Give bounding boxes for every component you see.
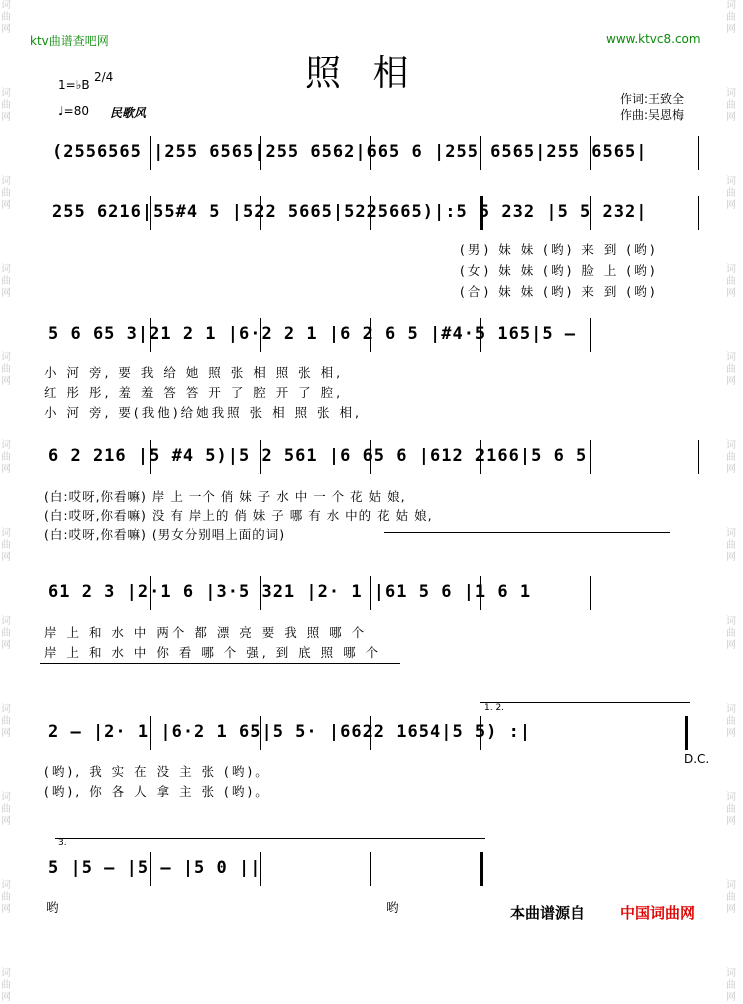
intro-lyric-female: (女) 妹 妹 (哟) 脸 上 (哟) (460, 263, 658, 278)
verse-lyric-2-line-4: (白:哎呀,你看嘛) 没 有 岸上的 俏 妹 子 哪 有 水 中的 花 姑 娘, (44, 508, 433, 523)
lyricist-credit: 作词:王致全 (620, 92, 685, 106)
staff-line-5 (40, 576, 700, 610)
composer-credit: 作曲:吴恩梅 (620, 108, 685, 122)
volta-bracket-1-2: 1. 2. (484, 703, 505, 713)
staff-line-4 (40, 440, 700, 474)
intro-lyric-male: (男) 妹 妹 (哟) 来 到 (哟) (460, 242, 658, 257)
notation-line-7: 5 |5 – |5 – |5 0 || (48, 858, 262, 878)
verse-lyric-2-line-6: (哟), 你 各 人 拿 主 张 (哟)。 (44, 784, 271, 799)
staff-line-6 (40, 716, 700, 750)
final-lyric-1: 哟 (46, 900, 62, 915)
final-lyric-2: 哟 (386, 900, 402, 915)
lyric-rule-line-5 (40, 663, 400, 664)
verse-lyric-2-line-3: 红 彤 彤, 羞 羞 答 答 开 了 腔 开 了 腔, (44, 385, 344, 400)
key-signature: 1=♭B (58, 78, 90, 92)
verse-lyric-1-line-3: 小 河 旁, 要 我 给 她 照 张 相 照 张 相, (44, 365, 344, 380)
volta-3-rule (55, 838, 485, 839)
staff-line-1 (40, 136, 700, 170)
site-name-left[interactable]: ktv曲谱查吧网 (30, 34, 109, 48)
verse-lyric-1-line-6: (哟), 我 实 在 没 主 张 (哟)。 (44, 764, 271, 779)
volta-bracket-3: 3. (58, 838, 67, 848)
site-name-right[interactable]: www.ktvc8.com (606, 32, 701, 46)
intro-lyric-both: (合) 妹 妹 (哟) 来 到 (哟) (460, 284, 658, 299)
verse-lyric-3-line-3: 小 河 旁, 要(我他)给她我照 张 相 照 张 相, (44, 405, 362, 420)
source-site-link[interactable]: 中国词曲网 (620, 904, 696, 922)
verse-lyric-1-line-5: 岸 上 和 水 中 两个 都 漂 亮 要 我 照 哪 个 (44, 625, 368, 640)
time-signature: 2/4 (94, 70, 114, 84)
notation-line-4: 6 2 216 |5 #4 5)|5 2 561 |6 65 6 |612 2166|5 6 5 (48, 446, 588, 466)
staff-line-2 (40, 196, 700, 230)
song-title: 照 相 (305, 53, 419, 94)
verse-lyric-1-line-4: (白:哎呀,你看嘛) 岸 上 一个 俏 妹 子 水 中 一 个 花 姑 娘, (44, 489, 406, 504)
staff-line-3 (40, 318, 700, 352)
notation-line-1: (2556565 |255 6565|255 6562|665 6 |255 6565|255 6565| (52, 142, 648, 162)
extension-rule (384, 532, 670, 533)
notation-line-3: 5 6 65 3|21 2 1 |6·2 2 1 |6 2 6 5 |#4·5 165|5 – (48, 324, 577, 344)
tempo-marking: ♩=80 (58, 104, 89, 118)
notation-line-5: 61 2 3 |2·1 6 |3·5 321 |2· 1 |61 5 6 |1 6 1 (48, 582, 532, 602)
verse-lyric-2-line-5: 岸 上 和 水 中 你 看 哪 个 强, 到 底 照 哪 个 (44, 645, 382, 660)
da-capo-marking: D.C. (684, 752, 710, 766)
notation-line-6: 2 – |2· 1 |6·2 1 65|5 5· |6622 1654|5 5) :| (48, 722, 532, 742)
volta-1-2-rule (480, 702, 690, 703)
verse-lyric-3-line-4: (白:哎呀,你看嘛) (男女分别唱上面的词) (44, 527, 286, 542)
style-marking: 民歌风 (110, 106, 147, 120)
notation-line-2: 255 6216|55#4 5 |522 5665|5225665)|:5 5 232 |5 5 232| (52, 202, 648, 222)
staff-line-7 (40, 852, 700, 886)
source-label: 本曲谱源自 (510, 904, 586, 922)
right-watermark: 词曲网 词曲网 词曲网 词曲网 词曲网 词曲网 词曲网 词曲网 词曲网 词曲网 词曲网 词曲网 (726, 0, 736, 1003)
left-watermark: 词曲网 词曲网 词曲网 词曲网 词曲网 词曲网 词曲网 词曲网 词曲网 词曲网 词曲网 词曲网 (1, 0, 11, 1003)
